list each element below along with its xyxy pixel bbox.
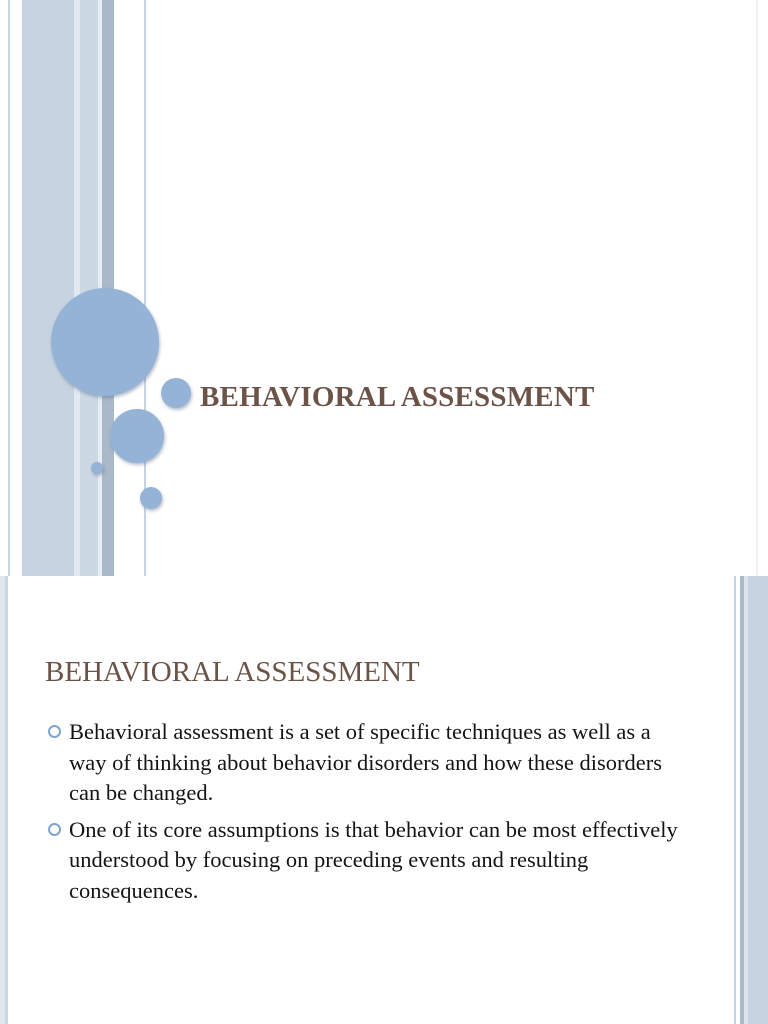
bullet-list	[45, 717, 685, 912]
decorative-circle-small	[140, 487, 162, 509]
decorative-stripe	[734, 576, 736, 1024]
decorative-circle-small	[161, 378, 191, 408]
bullet-text: Behavioral assessment is a set of specific techniques as well as a way of thinking about behavior disorders and how these disorders can be changed.	[69, 719, 662, 805]
content-slide-heading: BEHAVIORAL ASSESSMENT	[45, 656, 420, 688]
slide-2	[0, 576, 768, 1024]
decorative-stripe	[5, 576, 8, 1024]
hollow-circle-bullet-icon	[48, 823, 61, 836]
decorative-circle-medium	[110, 409, 164, 463]
decorative-stripe	[756, 0, 758, 576]
title-slide-heading: BEHAVIORAL ASSESSMENT	[200, 381, 595, 413]
hollow-circle-bullet-icon	[48, 725, 61, 738]
decorative-circle-large	[51, 288, 159, 396]
decorative-stripe	[8, 0, 10, 576]
list-item	[45, 717, 685, 809]
decorative-stripe	[22, 0, 74, 576]
decorative-circle-tiny	[91, 462, 103, 474]
decorative-stripe	[748, 576, 768, 1024]
bullet-text: One of its core assumptions is that behavior can be most effectively understood by focusing on preceding events and resulting consequences.	[69, 816, 678, 903]
list-item	[45, 815, 685, 907]
